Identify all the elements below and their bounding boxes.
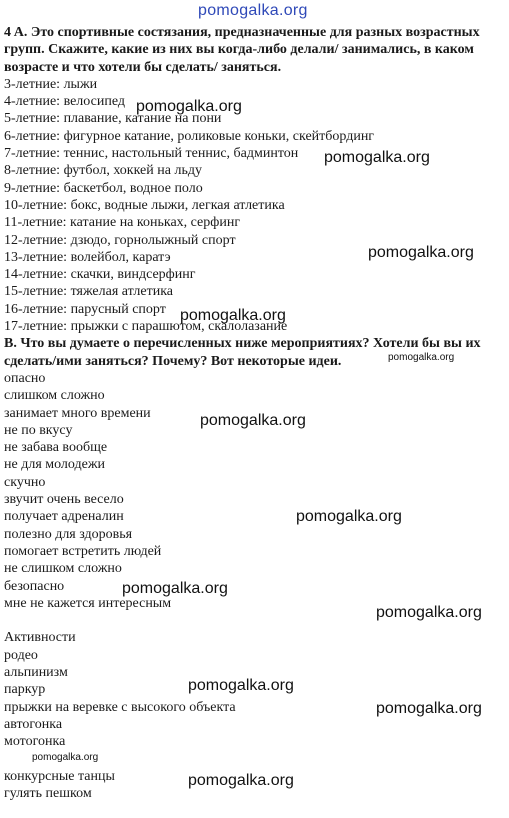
list-item: помогает встретить людей xyxy=(4,543,162,559)
list-item: не слишком сложно xyxy=(4,561,122,577)
list-item: гулять пешком xyxy=(4,786,92,802)
watermark: pomogalka.org xyxy=(188,772,294,789)
list-item: занимает много времени xyxy=(4,405,151,421)
list-item: 7-летние: теннис, настольный теннис, бадминтон xyxy=(4,146,299,162)
watermark: pomogalka.org xyxy=(180,307,286,324)
list-item: полезно для здоровья xyxy=(4,526,133,542)
list-item: 12-летние: дзюдо, горнолыжный спорт xyxy=(4,232,236,248)
age-sports-list xyxy=(4,76,504,335)
ideas-list xyxy=(4,370,504,612)
list-item: 6-летние: фигурное катание, роликовые коньки, скейтбординг xyxy=(4,128,375,144)
list-item: не для молодежи xyxy=(4,457,106,473)
list-item: 16-летние: парусный спорт xyxy=(4,301,166,317)
list-item: прыжки на веревке с высокого объекта xyxy=(4,699,236,715)
list-item: не по вкусу xyxy=(4,422,73,438)
list-item: не забава вообще xyxy=(4,440,108,456)
watermark: pomogalka.org xyxy=(296,508,402,525)
list-item: паркур xyxy=(4,682,46,698)
list-item: 9-летние: баскетбол, водное поло xyxy=(4,180,203,196)
list-item: 5-летние: плавание, катание на пони xyxy=(4,111,222,127)
watermark: pomogalka.org xyxy=(324,149,430,166)
watermark-top: pomogalka.org xyxy=(198,2,308,19)
list-item: 4-летние: велосипед xyxy=(4,94,125,110)
list-item: 15-летние: тяжелая атлетика xyxy=(4,284,174,300)
list-item: безопасно xyxy=(4,578,65,594)
watermark: pomogalka.org xyxy=(136,98,242,115)
list-item: слишком сложно xyxy=(4,388,105,404)
watermark: pomogalka.org xyxy=(376,700,482,717)
list-item: 11-летние: катание на коньках, серфинг xyxy=(4,215,241,231)
list-item: мотогонка xyxy=(4,734,66,750)
list-item: 13-летние: волейбол, каратэ xyxy=(4,249,171,265)
list-item: получает адреналин xyxy=(4,509,124,525)
list-item: 8-летние: футбол, хоккей на льду xyxy=(4,163,202,179)
list-item: 3-летние: лыжи xyxy=(4,76,98,92)
activities-title: Активности xyxy=(4,630,76,646)
list-item: скучно xyxy=(4,474,46,490)
list-item: мне не кажется интересным xyxy=(4,595,172,611)
watermark: pomogalka.org xyxy=(188,677,294,694)
watermark: pomogalka.org xyxy=(368,244,474,261)
list-item: альпинизм xyxy=(4,664,68,680)
list-item: звучит очень весело xyxy=(4,492,124,508)
watermark: pomogalka.org xyxy=(200,412,306,429)
section-b-heading: B. Что вы думаете о перечисленных ниже мероприятиях? Хотели бы вы их сделать/ими заняться? Почему? Вот некоторые идеи. xyxy=(4,336,481,369)
list-item: автогонка xyxy=(4,716,63,732)
watermark: pomogalka.org xyxy=(376,604,482,621)
list-item: 14-летние: скачки, виндсерфинг xyxy=(4,267,196,283)
list-item: родео xyxy=(4,647,38,663)
list-item: 17-летние: прыжки с парашютом, скалолазание xyxy=(4,319,288,335)
list-item: опасно xyxy=(4,370,46,386)
list-item: 10-летние: бокс, водные лыжи, легкая атлетика xyxy=(4,197,285,213)
watermark: pomogalka.org xyxy=(122,580,228,597)
watermark: pomogalka.org xyxy=(388,352,455,363)
watermark: pomogalka.org xyxy=(32,752,99,763)
list-item: конкурсные танцы xyxy=(4,768,115,784)
section-a-heading: 4 A. Это спортивные состязания, предназначенные для разных возрастных групп. Скажите, какие из них вы когда-либо делали/ занимались, в каком возрасте и что хотели бы сделать/ заняться. xyxy=(4,25,480,75)
